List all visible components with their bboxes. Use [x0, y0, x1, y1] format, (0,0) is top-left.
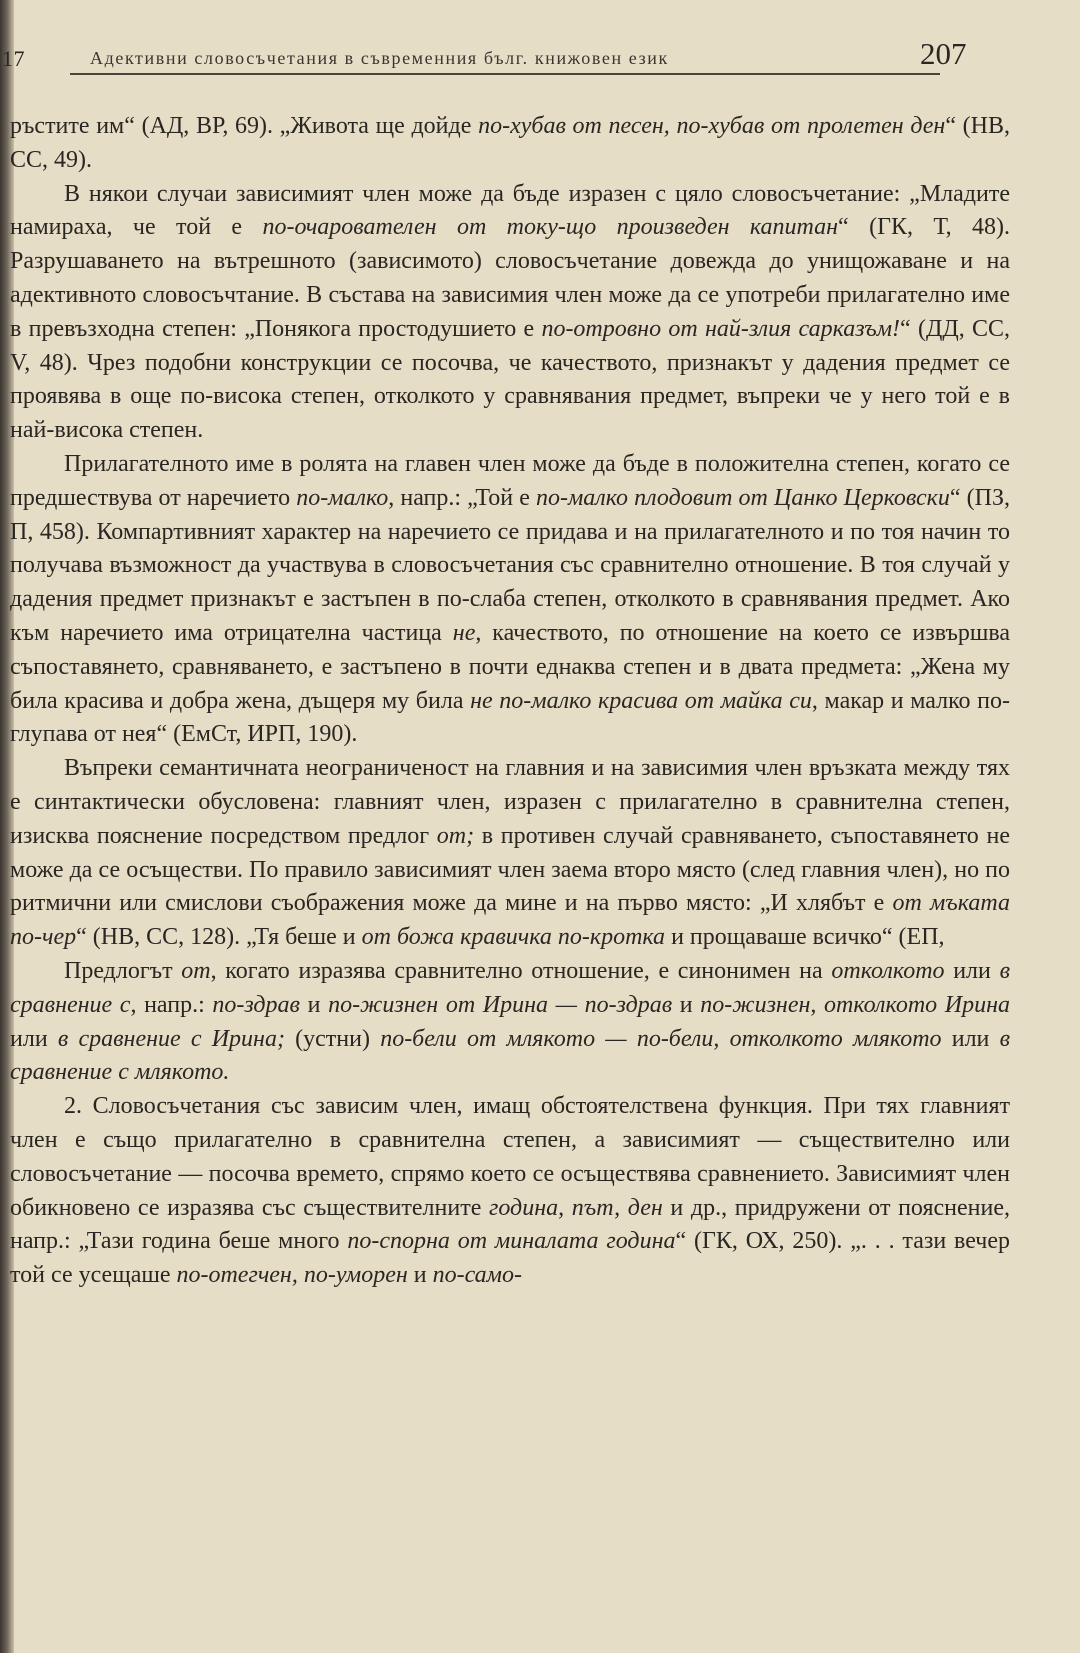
header-title: Адективни словосъчетания в съвременния бълг. книжовен език — [90, 48, 669, 68]
italic-example: в сравнение с — [10, 957, 1010, 1018]
italic-example: по-отегчен, по-умoрен — [176, 1262, 408, 1289]
italic-example: в сравнение с Ирина; — [57, 1025, 285, 1052]
paragraph-3 — [10, 448, 1010, 752]
italic-example: отколкото — [831, 957, 945, 984]
text-run: и — [299, 991, 329, 1018]
text-run: и прощаваше всичко“ (ЕП, — [665, 924, 945, 951]
italic-example: от; — [436, 822, 475, 849]
text-run: “ (ДД, СС, V, 48). Чрез подобни конструкции се посочва, че качеството, признакът у дадения предмет се проявява в още по-висока степен, отколкото у сравнявания предмет, въпреки че у него той е в най-висока степен. — [10, 315, 1010, 444]
italic-example: по-хубав от песен, по-хубав от пролетен ден — [478, 113, 946, 139]
text-run: 2. Словосъчетания със зависим член, имащ обстоятелствена функция. При тях главният член е също прилагателно в сравнителна степен, а зависимият — съществително или словосъчетание — посочва времето, спрямо което се осъществява сравнението. Зависимият член обикновено се изразява със съществителните — [10, 1093, 1010, 1221]
italic-example: по-здрав — [212, 991, 300, 1018]
text-run: , макар и малко по-глупава от нея“ (ЕмСт, ИРП, 190). — [10, 687, 1011, 748]
page-body — [0, 110, 1010, 1293]
text-run: “ (НВ, СС, 128). „Тя беше и — [76, 924, 362, 951]
text-run: Предлогът — [64, 957, 182, 984]
italic-example: по-жизнен от Ирина — по-здрав — [328, 991, 673, 1018]
text-run: “ (ГК, Т, 48). Разрушаването на вътрешното (зависимото) словосъчетание довежда до унищожаване и на адективното словосъчтание. В състава на зависимия член може да се употреби прилагателно име в превъзходна степен: „Понякога простодушието е — [10, 214, 1010, 342]
italic-example: от — [181, 957, 211, 984]
italic-example: по-спорна от миналата година — [347, 1228, 676, 1255]
italic-example: по-жизнен, отколкото Ирина — [700, 991, 1011, 1018]
paragraph-2 — [10, 178, 1010, 448]
text-run: или — [10, 1025, 58, 1052]
text-run: “ (ГК, ОХ, 250). „. . . тази вечер той се усещаше — [10, 1228, 1011, 1289]
italic-example: от мъката по-чер — [10, 890, 1011, 951]
italic-example: не — [452, 619, 476, 646]
italic-example: по-малко — [296, 484, 389, 511]
italic-example: по-малко плодовит от Цанко Церковски — [535, 484, 950, 511]
italic-example: година, път, ден — [489, 1194, 663, 1221]
text-run: ръстите им“ (АД, ВР, 69). „Живота ще дойде — [10, 113, 479, 139]
text-run: Въпреки семантичната неограниченост на главния и на зависимия член връзката между тях е синтактически обусловена: главният член, изразен с прилагателно в сравнителна степен, изисква пояснение посредством предлог — [10, 755, 1010, 849]
text-run: , когато изразява сравнително отношение, е синонимен на — [210, 957, 832, 984]
text-run: и др., придружени от пояснение, напр.: „Тази година беше много — [10, 1194, 1010, 1255]
text-run: или — [941, 1025, 1000, 1052]
italic-example: по-бели от млякото — по-бели, отколкото млякото — [380, 1025, 942, 1052]
text-run: в противен случай сравняването, съпоставянето не може да се осъществи. По правило зависимият член заема второ място (след главния член), но по ритмични или смислови съображения може да мине и на първо място: „И хлябът е — [10, 822, 1010, 917]
italic-example: от божа кравичка по-кротка — [361, 924, 666, 951]
page-number: 207 — [920, 36, 967, 71]
italic-example: по-само- — [432, 1262, 522, 1289]
paragraph-5 — [10, 955, 1010, 1090]
paragraph-1 — [10, 110, 1010, 178]
text-run: В някои случаи зависимият член може да бъде изразен с цяло словосъчетание: „Младите намираха, че той е — [10, 180, 1010, 241]
text-run: “ (ПЗ, П, 458). Компартивният характер на наречието се придава и на прилагателното и по тоя начин то получава възможност да участвува в словосъчетания със сравнително отношение. В тоя случай у дадения предмет признакът е застъпен в по-слаба степен, отколкото в сравнявания предмет. Ако към наречието има отрицателна частица — [10, 484, 1010, 646]
italic-example: по-отровно от най-злия сарказъм! — [541, 315, 901, 342]
italic-example: не по-малко красива от майка си — [470, 687, 812, 714]
text-run: , напр.: „Той е — [388, 484, 536, 511]
header-rule — [70, 73, 940, 75]
text-run: “ (НВ, СС, 49). — [10, 113, 1010, 173]
text-run: (устни) — [284, 1025, 381, 1052]
text-run: Прилагателното име в ролята на главен член може да бъде в положителна степен, когато се предшествува от наречието — [10, 450, 1010, 511]
text-run: и — [407, 1262, 433, 1289]
paragraph-4 — [10, 752, 1010, 955]
text-run: и — [672, 991, 701, 1018]
text-run: или — [944, 957, 1000, 984]
italic-example: в сравнение с млякото. — [10, 1025, 1011, 1086]
paragraph-6 — [10, 1090, 1010, 1293]
text-run: , напр.: — [130, 991, 213, 1018]
running-header — [0, 36, 1080, 76]
italic-example: по-очарователен от току-що произведен капитан — [262, 214, 839, 241]
text-run: , качеството, по отношение на което се извършва съпоставянето, сравняването, е застъпено в почти еднаква степен и в двата предмета: „Жена му била красива и добра жена, дъщеря му била — [10, 619, 1010, 714]
header-left-fragment: 17 — [2, 46, 25, 71]
